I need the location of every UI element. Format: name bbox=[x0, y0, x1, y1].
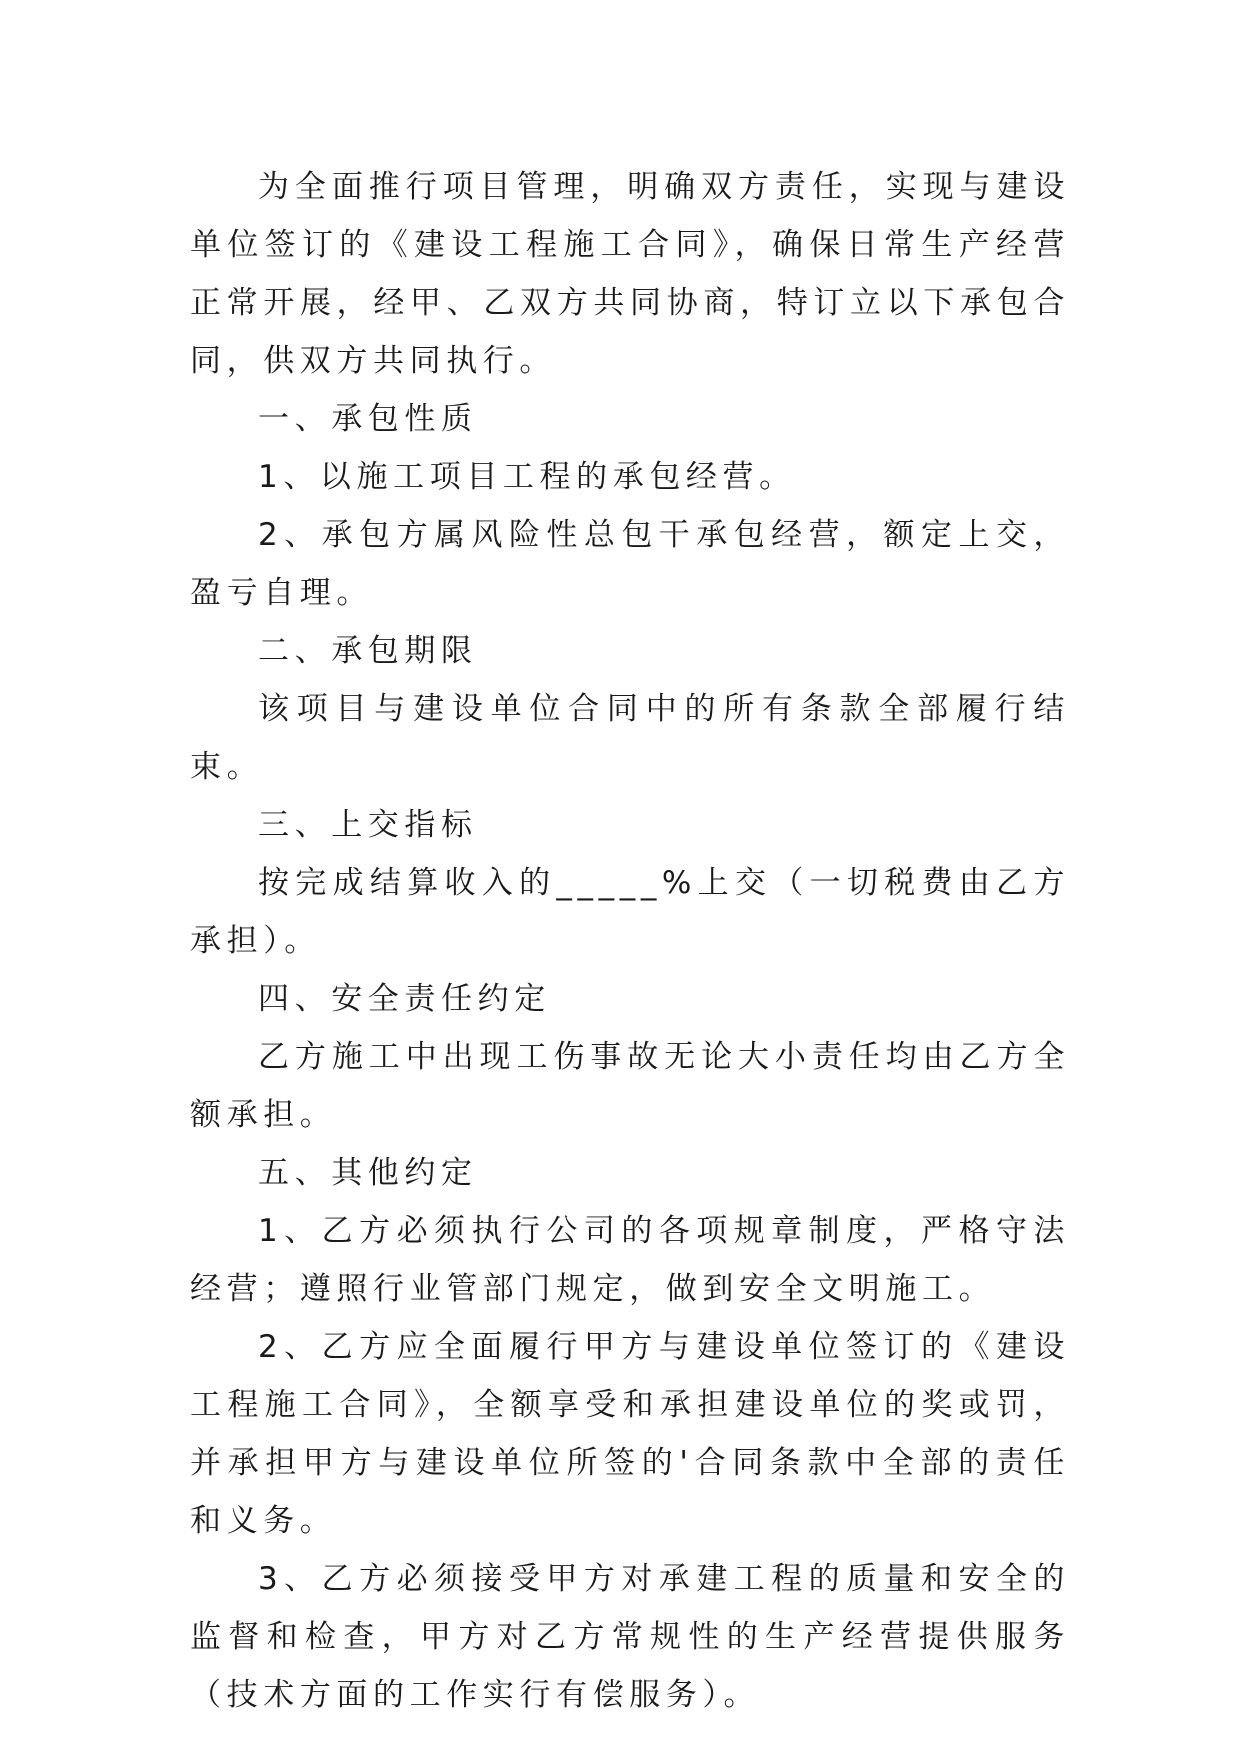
clause-nature-2: 2、承包方属风险性总包干承包经营，额定上交，盈亏自理。 bbox=[190, 517, 1070, 611]
contract-body bbox=[190, 158, 1070, 1724]
clause-safety: 乙方施工中出现工伤事故无论大小责任均由乙方全额承担。 bbox=[190, 1039, 1070, 1133]
clause-other-2: 2、乙方应全面履行甲方与建设单位签订的《建设工程施工合同》，全额享受和承担建设单位的奖或罚，并承担甲方与建设单位所签的'合同条款中全部的责任和义务。 bbox=[190, 1329, 1070, 1539]
clause-other-1: 1、乙方必须执行公司的各项规章制度，严格守法经营；遵照行业管部门规定，做到安全文明施工。 bbox=[190, 1213, 1070, 1307]
clause-nature-1: 1、以施工项目工程的承包经营。 bbox=[258, 459, 796, 495]
section-heading-safety: 四、安全责任约定 bbox=[258, 981, 551, 1017]
clause-other-3: 3、乙方必须接受甲方对承建工程的质量和安全的监督和检查，甲方对乙方常规性的生产经营提供服务（技术方面的工作实行有偿服务）。 bbox=[190, 1561, 1070, 1713]
clause-target: 按完成结算收入的_____%上交（一切税费由乙方承担）。 bbox=[190, 865, 1070, 959]
clause-term: 该项目与建设单位合同中的所有条款全部履行结束。 bbox=[190, 691, 1070, 785]
section-heading-other: 五、其他约定 bbox=[258, 1155, 478, 1191]
intro-paragraph: 为全面推行项目管理，明确双方责任，实现与建设单位签订的《建设工程施工合同》，确保日常生产经营正常开展，经甲、乙双方共同协商，特订立以下承包合同，供双方共同执行。 bbox=[190, 169, 1070, 379]
section-heading-term: 二、承包期限 bbox=[258, 633, 478, 669]
section-heading-nature: 一、承包性质 bbox=[258, 401, 478, 437]
section-heading-target: 三、上交指标 bbox=[258, 807, 478, 843]
